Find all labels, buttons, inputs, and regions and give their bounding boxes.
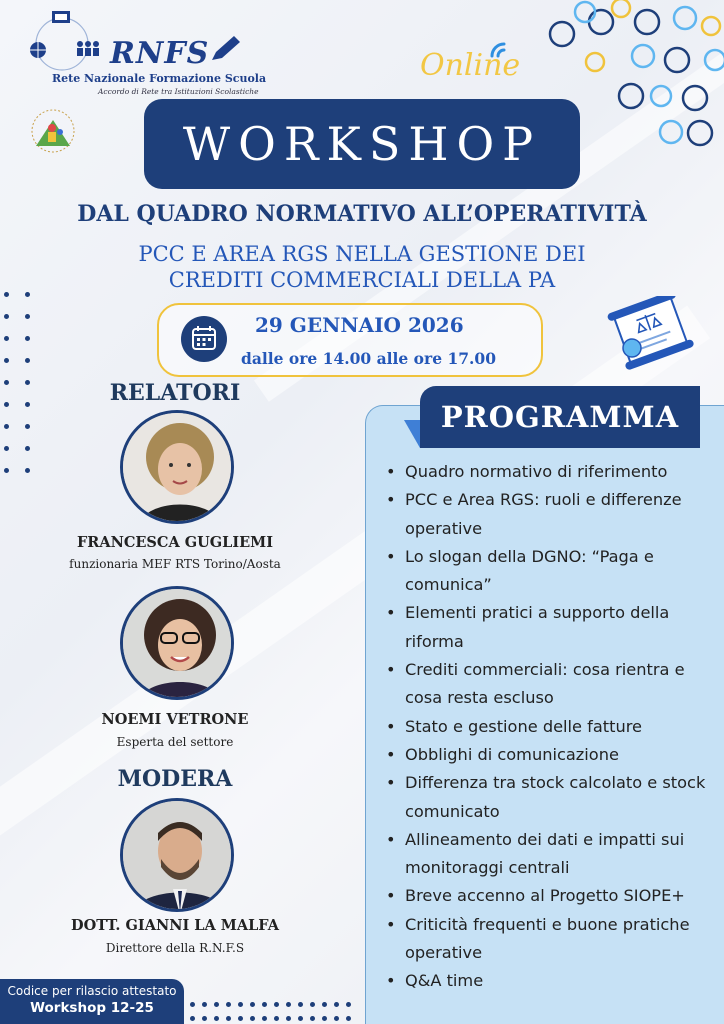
list-item: • Breve accenno al Progetto SIOPE+ [384,882,724,910]
list-item: • Crediti commerciali: cosa rientra e cosa resta escluso [384,656,724,713]
programma-tab [420,386,700,448]
workshop-banner [144,99,580,189]
certificate-icon [604,296,700,372]
moderator-name: DOTT. GIANNI LA MALFA [71,917,279,934]
event-subtitle-line1: PCC E AREA RGS NELLA GESTIONE DEI [138,242,586,266]
event-subtitle-line2: CREDITI COMMERCIALI DELLA PA [168,268,556,292]
speaker-role: Esperta del settore [116,735,234,749]
relatori-heading: RELATORI [109,380,241,406]
tab-fold [404,420,420,448]
rnfs-logo [22,8,267,96]
online-label: Online [420,48,521,83]
list-item: • PCC e Area RGS: ruoli e differenze operative [384,486,724,543]
pen-icon [208,34,242,64]
event-title: DAL QUADRO NORMATIVO ALL’OPERATIVITÀ [77,201,647,227]
attestato-code: Workshop 12-25 [30,1000,154,1016]
programma-list [384,458,724,996]
attestato-label: Codice per rilascio attestato [7,984,177,998]
speaker-photo [120,410,234,524]
logo-tagline: Accordo di Rete tra Istituzioni Scolastiche [98,87,259,96]
calendar-icon [181,316,227,362]
calendar-badge [181,316,227,362]
list-item: • Criticità frequenti e buone pratiche operative [384,911,724,968]
speaker-role: funzionaria MEF RTS Torino/Aosta [69,557,281,571]
date-box [157,303,543,377]
list-item: • Quadro normativo di riferimento [384,458,724,486]
list-item: • Obblighi di comunicazione [384,741,724,769]
logo-subtitle: Rete Nazionale Formazione Scuola [52,72,267,85]
wifi-icon [488,34,516,58]
network-logo-icon [22,8,112,78]
list-item: • Q&A time [384,967,724,995]
speaker-name: FRANCESCA GUGLIEMI [76,534,274,551]
list-item: • Lo slogan della DGNO: “Paga e comunica” [384,543,724,600]
moderator-role: Direttore della R.N.F.S [105,941,245,955]
list-item: • Allineamento dei dati e impatti sui monitoraggi centrali [384,826,724,883]
list-item: • Elementi pratici a supporto della riforma [384,599,724,656]
event-subtitle [0,241,724,293]
workshop-title: WORKSHOP [182,117,542,171]
event-time: dalle ore 14.00 alle ore 17.00 [241,349,496,368]
speaker-name: NOEMI VETRONE [101,711,249,728]
moderator-photo [120,798,234,912]
modera-heading: MODERA [117,766,233,792]
school-network-logo [30,108,76,154]
programma-heading: PROGRAMMA [440,400,680,434]
list-item: • Stato e gestione delle fatture [384,713,724,741]
speaker-photo [120,586,234,700]
list-item: • Differenza tra stock calcolato e stock comunicato [384,769,724,826]
logo-name: RNFS [110,36,210,71]
attestato-code-box [0,979,184,1024]
event-date: 29 GENNAIO 2026 [255,313,464,337]
